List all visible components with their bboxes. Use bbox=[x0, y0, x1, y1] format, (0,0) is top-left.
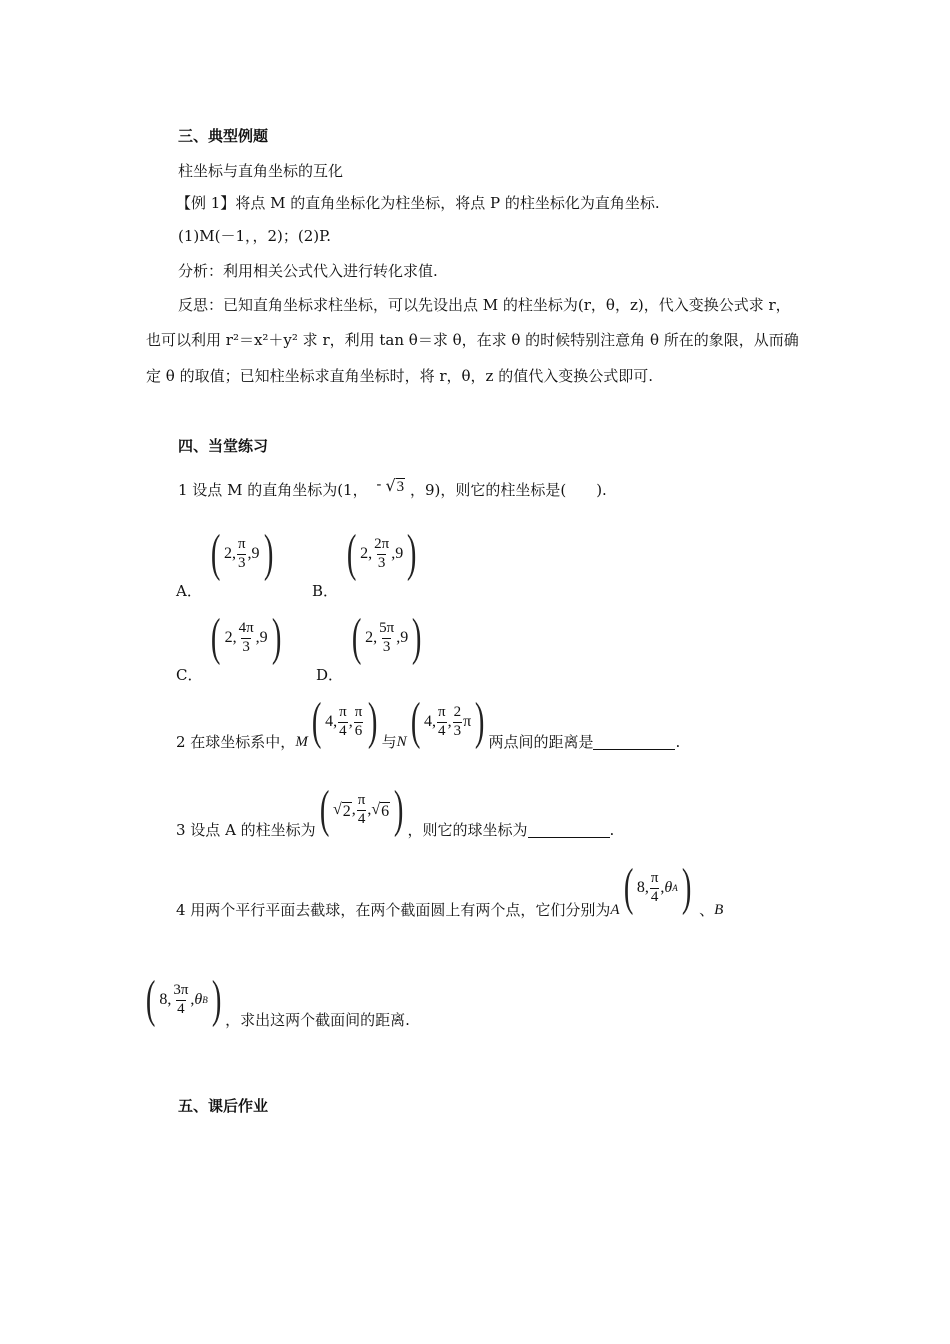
option-a-tail: ,9 bbox=[247, 545, 260, 563]
option-b-frac bbox=[373, 537, 390, 572]
q2-prefix: 2 在球坐标系中， bbox=[176, 733, 296, 751]
question-4-line-1 bbox=[176, 859, 724, 919]
q4-a-coords: ( 8, $\frac{\pi}{4}$ , θ A ) bbox=[623, 859, 692, 916]
q1-option-b bbox=[312, 525, 421, 600]
option-b-lead: 2, bbox=[360, 545, 373, 563]
option-a-math: ( 2, $\frac{\pi}{3}$ ,9 ) bbox=[210, 525, 273, 582]
analysis-text: 分析：利用相关公式代入进行转化求值. bbox=[178, 262, 438, 280]
q2-point-n: N bbox=[396, 734, 407, 750]
option-a-num: π bbox=[237, 535, 246, 552]
q2-n-coords: ( 4, $\frac{\pi}{4}$ , $\frac{2}{3}$ π ) bbox=[410, 693, 485, 750]
section-5-title: 五、课后作业 bbox=[178, 1097, 269, 1115]
q2-suffix: 两点间的距离是 bbox=[488, 733, 594, 751]
q3-frac-den: 4 bbox=[357, 810, 366, 827]
q2-m-lead: 4, bbox=[325, 713, 338, 731]
q4-separator: 、 bbox=[699, 901, 715, 919]
option-c-math: ( 2, $\frac{4\pi}{3}$ ,9 ) bbox=[211, 609, 282, 666]
example-tag: 【例 1】 bbox=[176, 194, 236, 212]
q2-n-f2-den: 3 bbox=[453, 722, 462, 739]
q4-b-coords: ( 8, $\frac{3\pi}{4}$ , θ B ) bbox=[145, 971, 222, 1028]
example-1-items: (1)M(－1，，2)；(2)P. bbox=[178, 227, 331, 245]
question-3 bbox=[176, 781, 615, 839]
q3-frac bbox=[357, 793, 367, 828]
q2-m-f1-num: π bbox=[339, 703, 347, 720]
example-text: 将点 M 的直角坐标化为柱坐标，将点 P 的柱坐标化为直角坐标. bbox=[235, 194, 660, 212]
option-b-num: 2π bbox=[374, 535, 390, 552]
q3-sqrt-2-arg: 6 bbox=[381, 802, 390, 820]
q4-prefix: 4 用两个平行平面去截球，在两个截面圆上有两个点，它们分别为 bbox=[176, 901, 611, 919]
option-a-den: 3 bbox=[237, 554, 246, 571]
q3-period: . bbox=[609, 821, 615, 839]
q2-answer-blank[interactable] bbox=[593, 735, 675, 750]
option-a-frac bbox=[237, 537, 247, 572]
q1-sqrt-arg: 3 bbox=[396, 479, 405, 495]
q2-n-frac-2 bbox=[453, 705, 463, 740]
q1-sqrt: √ 3 bbox=[385, 476, 405, 495]
q2-and: 与 bbox=[381, 733, 397, 751]
option-d-lead: 2, bbox=[365, 629, 378, 647]
reflection-line-1: 反思：已知直角坐标求柱坐标，可以先设出点 M 的柱坐标为(r，θ，z)，代入变换公式求 r， bbox=[178, 296, 791, 314]
example-1-statement bbox=[176, 194, 660, 212]
q2-m-coords: ( 4, $\frac{\pi}{4}$ , $\frac{\pi}{6}$ ) bbox=[311, 693, 378, 750]
q2-n-f1-den: 4 bbox=[438, 722, 446, 739]
q4-b-frac bbox=[172, 983, 189, 1018]
q2-m-f2-den: 6 bbox=[354, 722, 363, 739]
q4-b-lead: 8, bbox=[159, 991, 172, 1009]
section-3-title: 三、典型例题 bbox=[178, 127, 269, 145]
q3-sqrt-1-arg: 2 bbox=[342, 802, 351, 820]
option-c-frac bbox=[238, 621, 255, 656]
q3-answer-blank[interactable] bbox=[528, 823, 610, 838]
question-1 bbox=[178, 475, 607, 500]
option-d-num: 5π bbox=[379, 619, 395, 636]
option-b-label: B． bbox=[312, 582, 339, 600]
q3-sqrt-1: √ 2 bbox=[333, 800, 351, 820]
q2-m-frac-2 bbox=[354, 705, 364, 740]
q4-a-theta-sub: A bbox=[672, 882, 678, 893]
q4-point-a: A bbox=[610, 902, 620, 918]
q4-b-theta-sub: B bbox=[202, 994, 208, 1005]
option-b-math: ( 2, $\frac{2\pi}{3}$ ,9 ) bbox=[346, 525, 417, 582]
q4-point-b: B bbox=[714, 902, 724, 918]
option-d-frac bbox=[378, 621, 395, 656]
option-a-label: A． bbox=[176, 582, 202, 600]
q4-suffix: ，求出这两个截面间的距离. bbox=[225, 1011, 410, 1029]
q2-n-tail: π bbox=[463, 713, 472, 731]
q4-a-theta: θ bbox=[664, 879, 673, 897]
q3-frac-num: π bbox=[357, 791, 366, 808]
q3-coords: ( √ 2 , $\frac{\pi}{4}$ , √ 6 ) bbox=[319, 781, 404, 838]
option-c-tail: ,9 bbox=[255, 629, 268, 647]
q4-a-lead: 8, bbox=[636, 879, 649, 897]
q2-m-f1-den: 4 bbox=[339, 722, 347, 739]
option-a-lead: 2, bbox=[223, 545, 236, 563]
option-c-label: C． bbox=[176, 666, 203, 684]
option-c-num: 4π bbox=[238, 619, 254, 636]
q3-prefix: 3 设点 A 的柱坐标为 bbox=[176, 821, 316, 839]
q2-n-lead: 4, bbox=[423, 713, 436, 731]
q4-a-frac-den: 4 bbox=[650, 888, 659, 905]
q4-a-frac-num: π bbox=[650, 869, 659, 886]
q2-n-f1-num: π bbox=[437, 703, 446, 720]
q3-suffix: ，则它的球坐标为 bbox=[407, 821, 528, 839]
option-d-den: 3 bbox=[382, 638, 391, 655]
q3-sqrt-2: √ 6 bbox=[371, 800, 390, 820]
q2-n-frac-1 bbox=[437, 705, 447, 740]
reflection-line-3: 定 θ 的取值；已知柱坐标求直角坐标时，将 r，θ，z 的值代入变换公式即可. bbox=[146, 367, 653, 385]
q2-m-f2-num: π bbox=[354, 703, 363, 720]
q2-point-m: M bbox=[295, 734, 308, 750]
q1-suffix: ，9)，则它的柱坐标是( ). bbox=[409, 481, 607, 499]
q4-a-frac bbox=[650, 871, 660, 906]
option-d-label: D． bbox=[316, 666, 344, 684]
option-c-lead: 2, bbox=[224, 629, 237, 647]
q4-b-frac-num: 3π bbox=[173, 981, 189, 998]
q4-b-frac-den: 4 bbox=[177, 1000, 185, 1017]
q2-m-frac-1 bbox=[338, 705, 348, 740]
q2-n-f2-num: 2 bbox=[453, 703, 462, 720]
q4-b-theta: θ bbox=[194, 991, 203, 1009]
q1-prefix: 1 设点 M 的直角坐标为(1， bbox=[178, 481, 368, 499]
option-d-tail: ,9 bbox=[396, 629, 409, 647]
option-b-den: 3 bbox=[377, 554, 386, 571]
option-d-math: ( 2, $\frac{5\pi}{3}$ ,9 ) bbox=[351, 609, 422, 666]
option-c-den: 3 bbox=[242, 638, 250, 655]
option-b-tail: ,9 bbox=[391, 545, 404, 563]
reflection-line-2: 也可以利用 r²＝x²＋y² 求 r，利用 tan θ＝求 θ，在求 θ 的时候特别注意角 θ 所在的象限，从而确 bbox=[146, 331, 799, 349]
q2-period: . bbox=[675, 733, 681, 751]
question-4-line-2 bbox=[142, 971, 410, 1029]
q1-option-a bbox=[176, 525, 277, 600]
section-3-subtitle: 柱坐标与直角坐标的互化 bbox=[178, 162, 344, 180]
question-2 bbox=[176, 693, 681, 751]
q1-option-d bbox=[316, 609, 426, 684]
section-4-title: 四、当堂练习 bbox=[178, 437, 269, 455]
q1-minus: - bbox=[376, 475, 382, 493]
q1-option-c bbox=[176, 609, 285, 684]
